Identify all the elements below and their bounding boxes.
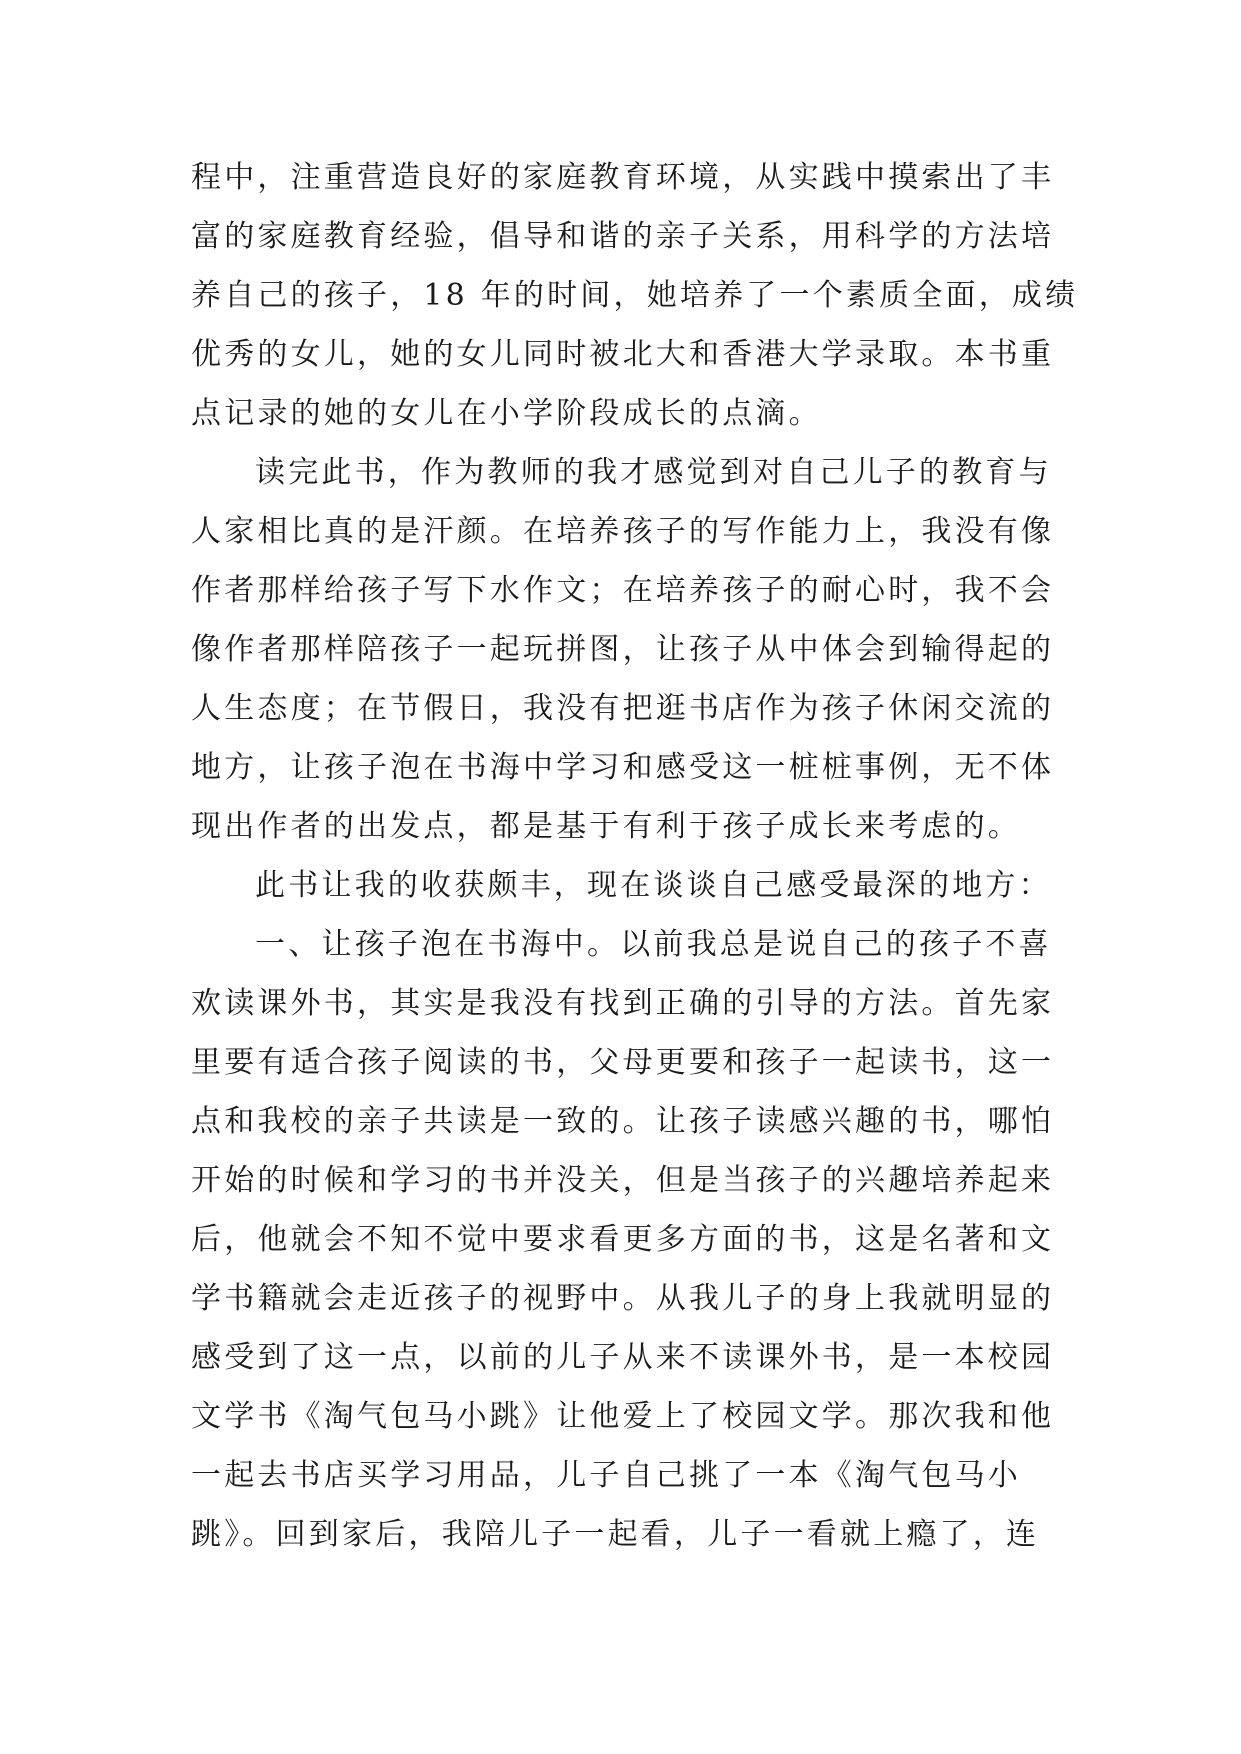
paragraph-first-line: 此书让我的收获颇丰，现在谈谈自己感受最深的地方： (255, 868, 1052, 903)
text-line: 现出作者的出发点，都是基于有利于孩子成长来考虑的。 (191, 809, 1021, 844)
text-line: 优秀的女儿，她的女儿同时被北大和香港大学录取。本书重 (191, 337, 1055, 372)
text-line: 程中，注重营造良好的家庭教育环境，从实践中摸索出了丰 (191, 160, 1055, 195)
text-line: 作者那样给孩子写下水作文；在培养孩子的耐心时，我不会 (191, 573, 1055, 608)
text-line: 感受到了这一点，以前的儿子从来不读课外书，是一本校园 (191, 1340, 1055, 1375)
text-line: 点和我校的亲子共读是一致的。让孩子读感兴趣的书，哪怕 (191, 1104, 1055, 1139)
text-line: 人家相比真的是汗颜。在培养孩子的写作能力上，我没有像 (191, 514, 1055, 549)
paragraph-first-line: 一、让孩子泡在书海中。以前我总是说自己的孩子不喜 (255, 927, 1052, 962)
text-line: 后，他就会不知不觉中要求看更多方面的书，这是名著和文 (191, 1222, 1055, 1257)
text-line: 开始的时候和学习的书并没关，但是当孩子的兴趣培养起来 (191, 1163, 1055, 1198)
text-line: 养自己的孩子，18 年的时间，她培养了一个素质全面，成绩 (191, 278, 1079, 313)
text-line: 里要有适合孩子阅读的书，父母更要和孩子一起读书，这一 (191, 1045, 1055, 1080)
text-line: 学书籍就会走近孩子的视野中。从我儿子的身上我就明显的 (191, 1281, 1055, 1316)
paragraph-first-line: 读完此书，作为教师的我才感觉到对自己儿子的教育与 (255, 455, 1052, 490)
text-line: 跳》。回到家后，我陪儿子一起看，儿子一看就上瘾了，连 (191, 1517, 1040, 1552)
text-line: 人生态度；在节假日，我没有把逛书店作为孩子休闲交流的 (191, 691, 1055, 726)
text-line: 富的家庭教育经验，倡导和谐的亲子关系，用科学的方法培 (191, 219, 1055, 254)
text-line: 地方，让孩子泡在书海中学习和感受这一桩桩事例，无不体 (191, 750, 1055, 785)
text-line: 欢读课外书，其实是我没有找到正确的引导的方法。首先家 (191, 986, 1055, 1021)
text-line: 文学书《淘气包马小跳》让他爱上了校园文学。那次我和他 (191, 1399, 1055, 1434)
text-line: 一起去书店买学习用品，儿子自己挑了一本《淘气包马小 (191, 1458, 1021, 1493)
body-text (191, 148, 1079, 1564)
text-line: 像作者那样陪孩子一起玩拼图，让孩子从中体会到输得起的 (191, 632, 1055, 667)
text-line: 点记录的她的女儿在小学阶段成长的点滴。 (191, 396, 822, 431)
